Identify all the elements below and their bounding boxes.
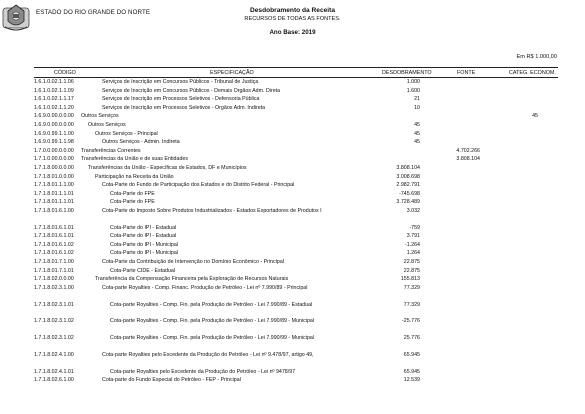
cell-codigo: 1.7.1.8.02.3.1.02 (34, 318, 74, 325)
table-row (34, 232, 558, 241)
table-header (34, 68, 558, 78)
cell-desdobramento: 3.728.489 (396, 199, 420, 206)
cell-especificacao: Serviços de Inscrição em Processos Seletivos - Defensoria Pública (102, 96, 260, 103)
cell-desdobramento: 77.329 (403, 301, 420, 308)
table-row (34, 190, 558, 199)
report-title: Desdobramento da Receita (249, 7, 335, 14)
col-header-especificacao: ESPECIFICAÇÃO (210, 69, 254, 76)
cell-especificacao: Serviços de Inscrição em Concursos Públicos - Demais Orgãos Adm. Direta (102, 87, 281, 94)
cell-codigo: 1.7.1.8.02.6.1.00 (34, 377, 74, 384)
table-row (34, 368, 558, 377)
table-row (34, 130, 558, 139)
cell-desdobramento: 155.813 (400, 276, 420, 283)
cell-especificacao: Transferências da União e de suas Entidades (81, 156, 188, 163)
table-row (34, 198, 558, 207)
cell-codigo: 1.7.1.8.02.3.1.01 (34, 301, 74, 308)
report-subtitle: RECURSOS DE TODAS AS FONTES. (244, 16, 341, 22)
cell-especificacao: Cota-Parte do IPI - Municipal (110, 241, 179, 248)
cell-especificacao: Serviços de Inscrição em Concursos Públicos - Tribunal de Justiça (102, 79, 259, 85)
cell-codigo: 1.7.1.8.01.1.1.01 (34, 199, 74, 206)
cell-desdobramento: 1.600 (406, 87, 420, 94)
cell-especificacao: Cota-parte Royalties pelo Excedente da Produção do Petróleo - Lei nº 9.478/97, artigo 49, (102, 352, 314, 359)
table-row (34, 138, 558, 147)
cell-codigo: 1.7.1.8.02.3.1.02 (34, 335, 74, 342)
cell-codigo: 1.7.0.0.00.0.0.00 (34, 147, 74, 154)
table-row (34, 334, 558, 351)
cell-desdobramento: 2.982.791 (396, 182, 420, 189)
cell-especificacao: Cota-Parte do IPI - Estadual (110, 224, 177, 231)
table-row (34, 241, 558, 250)
cell-desdobramento: 3.008.698 (396, 173, 420, 180)
cell-especificacao: Transferências Correntes (81, 147, 141, 154)
cell-desdobramento: 21 (414, 96, 420, 103)
cell-desdobramento: 45 (414, 130, 420, 137)
cell-desdobramento: 77.329 (403, 284, 420, 291)
table-row (34, 181, 558, 190)
cell-fonte: 3.808.104 (456, 156, 480, 163)
cell-especificacao: Cota-Parte da Contribuição de Intervenção no Domínio Econômico - Principal (102, 259, 284, 266)
table-row (34, 376, 558, 385)
state-name: ESTADO DO RIO GRANDE DO NORTE (36, 9, 151, 16)
cell-especificacao: Transferência da Compensação Financeira pela Exploração de Recursos Naturais (95, 276, 289, 283)
cell-especificacao: Outros Serviços - Principal (95, 130, 158, 137)
table-body (34, 78, 558, 385)
cell-codigo: 1.6.9.0.99.1.1.98 (34, 139, 74, 146)
cell-categ: 45 (532, 113, 538, 120)
cell-desdobramento: 3.032 (406, 207, 420, 214)
report-title-block (0, 6, 585, 38)
cell-especificacao: Outros Serviços (88, 121, 126, 128)
cell-codigo: 1.7.1.8.01.0.0.00 (34, 173, 74, 180)
cell-especificacao: Cota-parte Royalties - Comp. Financ. Produção de Petróleo - Lei nº 7.990/89 - Principal (102, 284, 308, 291)
cell-desdobramento: 65.945 (403, 368, 420, 375)
table-row (34, 104, 558, 113)
table-row (34, 351, 558, 368)
cell-desdobramento: 45 (414, 121, 420, 128)
table-row (34, 155, 558, 164)
cell-codigo: 1.7.1.8.02.4.1.00 (34, 352, 74, 359)
cell-codigo: 1.7.1.8.02.3.1.00 (34, 284, 74, 291)
cell-especificacao: Cota-Parte do IPI - Estadual (110, 233, 177, 240)
revenue-table (34, 67, 558, 385)
col-header-desdobramento: DESDOBRAMENTO (382, 69, 432, 76)
cell-especificacao: Outros Serviços - Admin. Indireta (102, 139, 180, 146)
table-row (34, 317, 558, 334)
table-row (34, 267, 558, 276)
table-row (34, 224, 558, 233)
cell-codigo: 1.7.1.8.01.6.1.01 (34, 233, 74, 240)
table-row (34, 173, 558, 182)
cell-codigo: 1.7.1.8.01.6.1.02 (34, 250, 74, 257)
cell-codigo: 1.7.1.8.01.7.1.00 (34, 259, 74, 266)
cell-desdobramento: -25.776 (402, 318, 420, 325)
table-row (34, 78, 558, 87)
cell-codigo: 1.7.1.8.01.6.1.01 (34, 224, 74, 231)
cell-especificacao: Participação na Receita da União (95, 173, 174, 180)
cell-especificacao: Cota-Parte do IPI - Municipal (110, 250, 179, 257)
table-row (34, 284, 558, 301)
table-row (34, 249, 558, 258)
cell-codigo: 1.7.1.8.01.6.1.00 (34, 207, 74, 214)
cell-desdobramento: 10 (414, 104, 420, 111)
cell-desdobramento: 45 (414, 139, 420, 146)
table-row (34, 112, 558, 121)
table-row (34, 275, 558, 284)
cell-codigo: 1.6.1.0.02.1.1.20 (34, 104, 74, 111)
cell-codigo: 1.7.1.8.00.0.0.00 (34, 164, 74, 171)
cell-especificacao: Cota-parte Royalties - Comp. Fin. pela Produção de Petróleo - Lei 7.990/89 - Municipal (110, 318, 315, 325)
cell-especificacao: Cota-Parte do Imposto Sobre Produtos Industrializados - Estados Exportadores de Produtos I (102, 207, 322, 214)
col-header-codigo: CÓDIGO (54, 69, 76, 76)
cell-desdobramento: 25.776 (403, 335, 420, 342)
cell-desdobramento: 12.539 (403, 377, 420, 384)
cell-desdobramento: 22.875 (403, 259, 420, 266)
currency-unit: Em R$ 1.000,00 (516, 54, 557, 60)
cell-especificacao: Outros Serviços (81, 113, 119, 120)
table-row (34, 258, 558, 267)
cell-codigo: 1.6.1.0.02.1.1.17 (34, 96, 74, 103)
cell-codigo: 1.6.9.0.99.1.1.00 (34, 130, 74, 137)
cell-especificacao: Cota-Parte do FPE (110, 190, 155, 197)
cell-codigo: 1.7.1.8.01.1.1.00 (34, 182, 74, 189)
cell-desdobramento: 3.791 (406, 233, 420, 240)
cell-codigo: 1.6.1.0.02.1.1.06 (34, 79, 74, 85)
cell-especificacao: Cota-Parte CIDE - Estadual (110, 267, 176, 274)
table-row (34, 121, 558, 130)
cell-desdobramento: 22.875 (403, 267, 420, 274)
table-row (34, 164, 558, 173)
cell-desdobramento: -759 (409, 224, 420, 231)
cell-especificacao: Cota-parte do Fundo Especial do Petróleo - FEP - Principal (102, 377, 241, 384)
cell-especificacao: Cota-Parte do Fundo de Participação dos Estados e do Distrito Federal - Principal (102, 182, 295, 189)
cell-codigo: 1.7.1.8.01.6.1.02 (34, 241, 74, 248)
col-header-fonte: FONTE (457, 69, 476, 76)
cell-especificacao: Cota-parte Royalties - Comp. Fin. pela Produção de Petróleo - Lei 7.990/99 - Municipal (110, 335, 315, 342)
cell-codigo: 1.7.1.0.00.0.0.00 (34, 156, 74, 163)
cell-desdobramento: -1.264 (404, 241, 420, 248)
table-row (34, 301, 558, 318)
cell-codigo: 1.7.1.8.02.0.0.00 (34, 276, 74, 283)
table-row (34, 147, 558, 156)
cell-desdobramento: 1.000 (406, 79, 420, 85)
table-row (34, 207, 558, 224)
cell-codigo: 1.6.1.0.02.1.1.09 (34, 87, 74, 94)
cell-fonte: 4.702.266 (456, 147, 480, 154)
cell-codigo: 1.7.1.8.01.1.1.01 (34, 190, 74, 197)
cell-desdobramento: 1.264 (406, 250, 420, 257)
col-header-categ: CATEG. ECONOM. (509, 69, 556, 76)
cell-especificacao: Transferências da União - Específicas de Estados, DF e Municípios (88, 164, 247, 171)
cell-especificacao: Cota-parte Royalties - Comp. Fin. pela Produção de Petróleo - Lei 7.990/89 - Estadual (110, 301, 313, 308)
table-row (34, 95, 558, 104)
cell-codigo: 1.7.1.8.02.4.1.01 (34, 368, 74, 375)
cell-codigo: 1.7.1.8.01.7.1.01 (34, 267, 74, 274)
cell-especificacao: Cota-parte Royalties pelo Excedente da Produção do Petróleo - Lei nº 9478/97 (110, 368, 296, 375)
cell-desdobramento: 3.808.104 (396, 164, 420, 171)
cell-especificacao: Cota-Parte do FPE (110, 199, 155, 206)
cell-codigo: 1.6.9.0.00.0.0.00 (34, 121, 74, 128)
cell-codigo: 1.6.9.0.00.0.0.00 (34, 113, 74, 120)
base-year: Ano Base: 2019 (269, 29, 316, 36)
table-row (34, 87, 558, 96)
cell-desdobramento: -745.698 (399, 190, 420, 197)
cell-especificacao: Serviços de Inscrição em Processos Seletivos - Orgãos Adm. Indireta (102, 104, 266, 111)
cell-desdobramento: 65.945 (403, 352, 420, 359)
